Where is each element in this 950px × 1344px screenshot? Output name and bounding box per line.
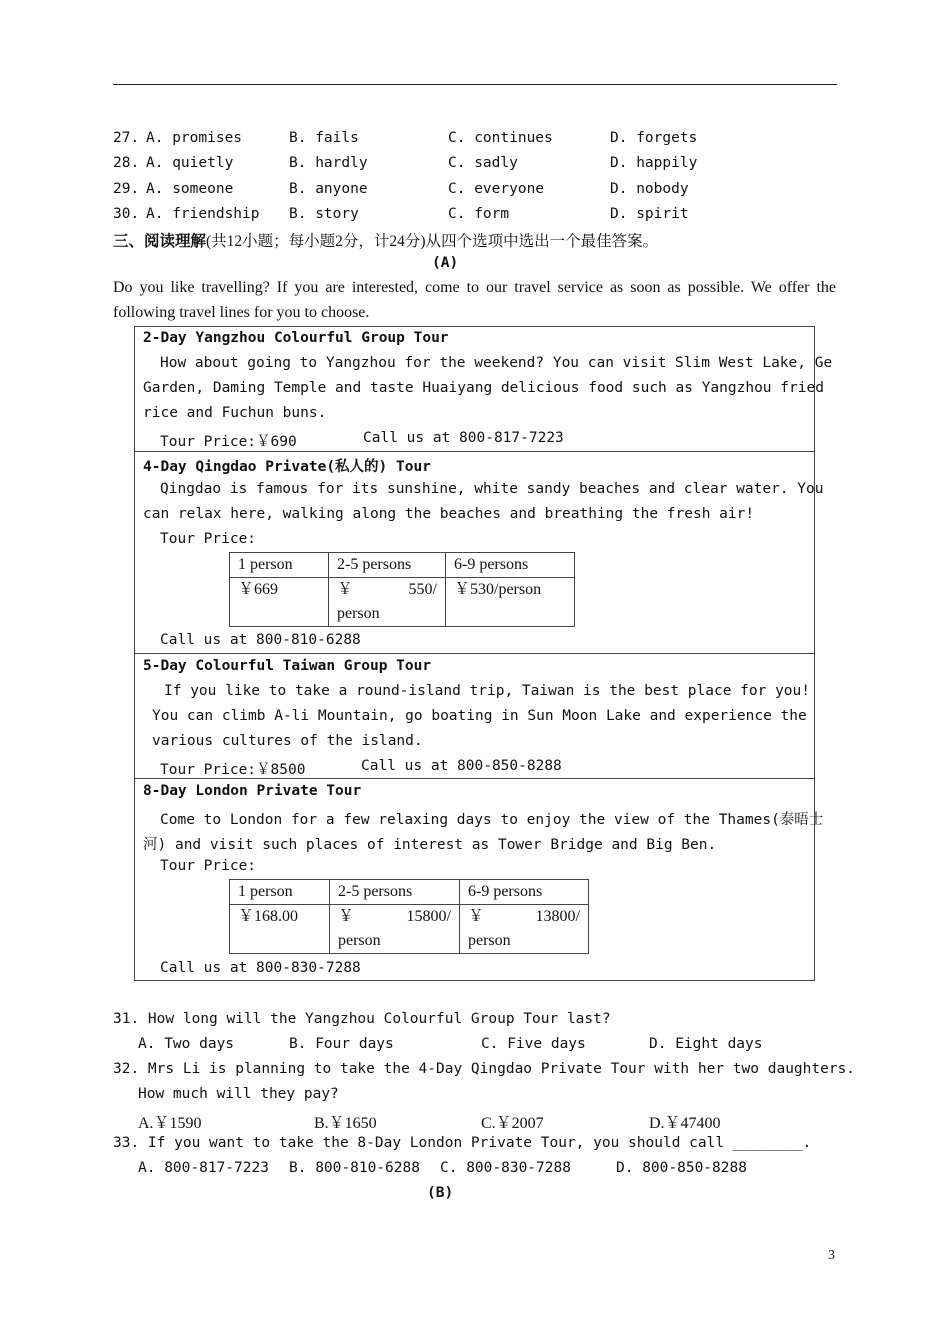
question-number: 28. [113, 155, 140, 171]
passage-label-a: (A) [432, 255, 459, 271]
option-a: A. someone [146, 181, 234, 197]
option-d: D.￥47400 [649, 1115, 721, 1132]
section-heading [113, 229, 658, 251]
question-number: 29. [113, 181, 140, 197]
tour-title: 4-Day Qingdao Private(私人的) Tour [143, 459, 431, 475]
price-header: 6-9 persons [460, 880, 589, 905]
tour-description: Garden, Daming Temple and taste Huaiyang delicious food such as Yangzhou fried [143, 380, 824, 396]
price-header: 1 person [230, 880, 330, 905]
header-rule [113, 84, 837, 85]
option-c: C. everyone [448, 181, 545, 197]
question-number: 27. [113, 130, 140, 146]
price-unit: person [338, 932, 381, 949]
tour-phone: Call us at 800-810-6288 [160, 632, 361, 648]
price-cell [330, 905, 460, 954]
option-a: A. friendship [146, 206, 260, 222]
tour-description: Qingdao is famous for its sunshine, white sandy beaches and clear water. You [160, 481, 824, 497]
price-table [229, 879, 589, 954]
option-b: B. story [289, 206, 359, 222]
tour-price-label: Tour Price: [160, 531, 257, 547]
option-b: B. 800-810-6288 [289, 1160, 420, 1176]
price-value: ￥ 15800/ [338, 908, 451, 925]
tour-description: various cultures of the island. [152, 733, 423, 749]
price-cell: ￥530/person [446, 578, 575, 627]
option-d: D. nobody [610, 181, 689, 197]
question-stem: 32. Mrs Li is planning to take the 4-Day Qingdao Private Tour with her two daughters. [113, 1061, 856, 1077]
tour-phone: Call us at 800-817-7223 [363, 430, 564, 446]
question-stem: 33. If you want to take the 8-Day London Private Tour, you should call ________. [113, 1135, 812, 1151]
price-value: ￥ 550/ [337, 581, 437, 598]
tour-description: 河) and visit such places of interest as Tower Bridge and Big Ben. [143, 837, 717, 853]
tour-description: You can climb A-li Mountain, go boating in Sun Moon Lake and experience the [152, 708, 807, 724]
question-stem: How much will they pay? [138, 1086, 339, 1102]
option-d: D. spirit [610, 206, 689, 222]
section-instruction: (共12小题；每小题2分，计24分)从四个选项中选出一个最佳答案。 [206, 233, 659, 250]
divider [134, 653, 815, 654]
option-c: C. 800-830-7288 [440, 1160, 571, 1176]
price-cell [329, 578, 446, 627]
option-a: A. 800-817-7223 [138, 1160, 269, 1176]
option-c: C. form [448, 206, 510, 222]
tour-description: can relax here, walking along the beaches and breathing the fresh air! [143, 506, 755, 522]
price-cell: ￥168.00 [230, 905, 330, 954]
option-c: C. continues [448, 130, 553, 146]
price-value: ￥ 13800/ [468, 908, 580, 925]
passage-intro-line: following travel lines for you to choose. [113, 304, 370, 321]
option-c: C. Five days [481, 1036, 586, 1052]
tour-title: 2-Day Yangzhou Colourful Group Tour [143, 330, 449, 346]
tour-description: If you like to take a round-island trip, Taiwan is the best place for you! [164, 683, 811, 699]
price-header: 1 person [230, 553, 329, 578]
option-d: D. Eight days [649, 1036, 763, 1052]
price-header: 2-5 persons [329, 553, 446, 578]
question-stem: 31. How long will the Yangzhou Colourful Group Tour last? [113, 1011, 611, 1027]
option-d: D. 800-850-8288 [616, 1160, 747, 1176]
tour-price: Tour Price:￥690 [160, 434, 297, 450]
option-a: A. Two days [138, 1036, 235, 1052]
price-header: 6-9 persons [446, 553, 575, 578]
option-b: B. fails [289, 130, 359, 146]
section-title: 三、阅读理解 [113, 233, 207, 250]
price-cell: ￥669 [230, 578, 329, 627]
option-c: C. sadly [448, 155, 518, 171]
tour-description: Come to London for a few relaxing days to enjoy the view of the Thames(泰晤士 [160, 812, 824, 828]
tour-price-label: Tour Price: [160, 858, 257, 874]
price-cell [460, 905, 589, 954]
tour-phone: Call us at 800-850-8288 [361, 758, 562, 774]
option-a: A. promises [146, 130, 243, 146]
option-d: D. happily [610, 155, 698, 171]
option-a: A.￥1590 [138, 1115, 202, 1132]
passage-label-b: (B) [427, 1185, 454, 1201]
option-d: D. forgets [610, 130, 698, 146]
option-b: B. anyone [289, 181, 368, 197]
option-c: C.￥2007 [481, 1115, 544, 1132]
option-b: B.￥1650 [314, 1115, 377, 1132]
option-b: B. Four days [289, 1036, 394, 1052]
price-unit: person [337, 605, 380, 622]
option-a: A. quietly [146, 155, 234, 171]
tour-price: Tour Price:￥8500 [160, 762, 306, 778]
price-header: 2-5 persons [330, 880, 460, 905]
tour-phone: Call us at 800-830-7288 [160, 960, 361, 976]
tour-description: How about going to Yangzhou for the weekend? You can visit Slim West Lake, Ge [160, 355, 833, 371]
page-number: 3 [828, 1248, 835, 1263]
price-unit: person [468, 932, 511, 949]
option-b: B. hardly [289, 155, 368, 171]
passage-intro-line: Do you like travelling? If you are interested, come to our travel service as soon as possible. We offer the [113, 279, 836, 296]
price-table [229, 552, 575, 627]
tour-title: 5-Day Colourful Taiwan Group Tour [143, 658, 432, 674]
question-number: 30. [113, 206, 140, 222]
tour-title: 8-Day London Private Tour [143, 783, 362, 799]
tour-description: rice and Fuchun buns. [143, 405, 327, 421]
divider [134, 451, 815, 452]
